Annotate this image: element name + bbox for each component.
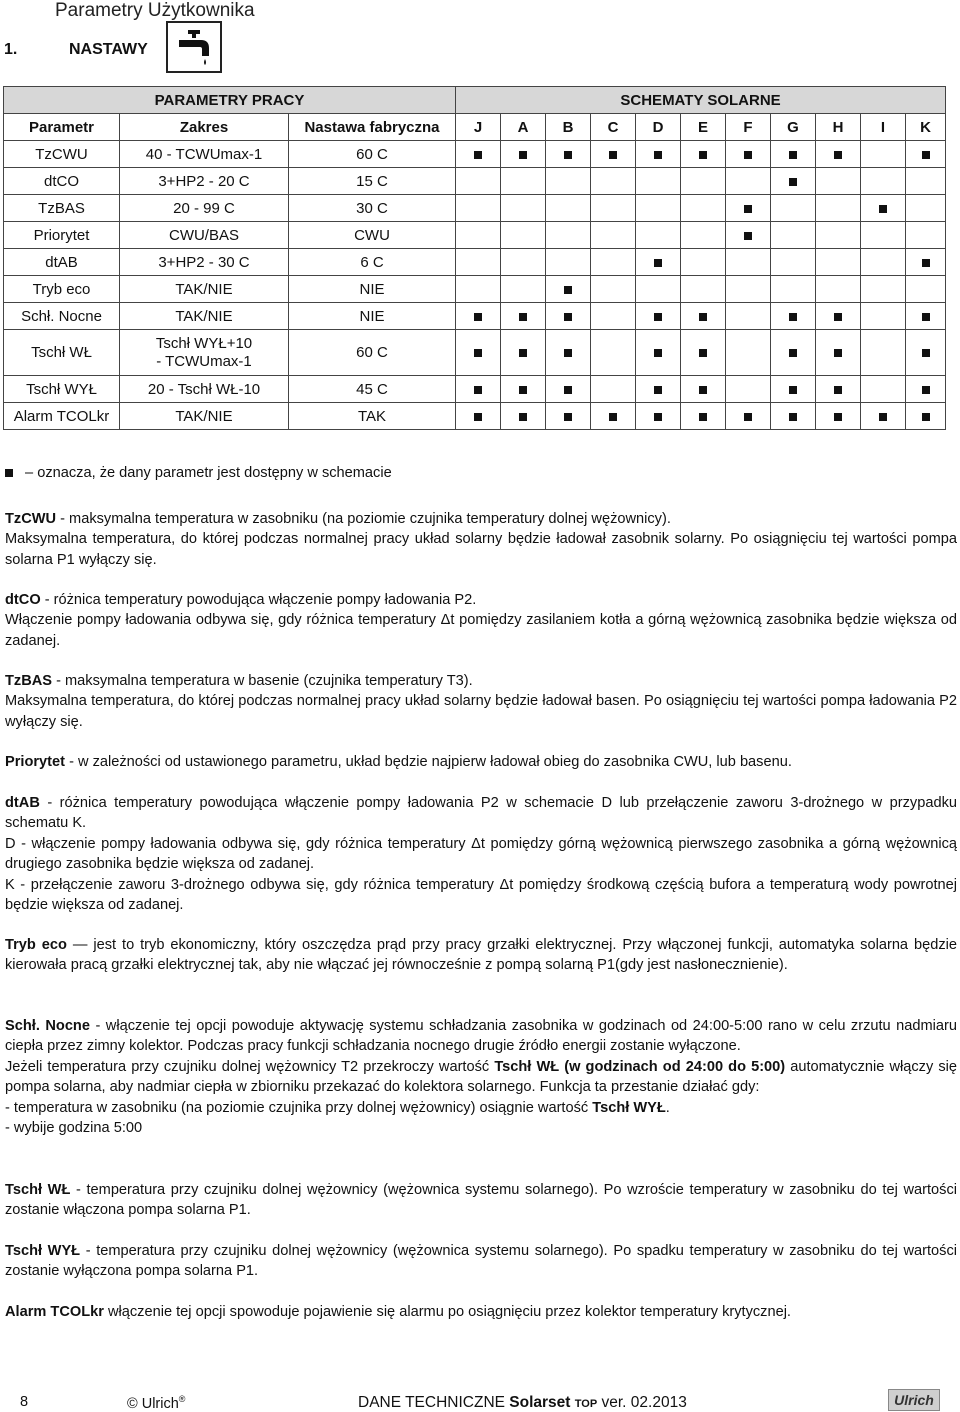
- cell-scheme: [591, 303, 636, 330]
- cell-scheme: [771, 376, 816, 403]
- available-mark-icon: [5, 469, 13, 477]
- available-mark-icon: [519, 413, 527, 421]
- cell-scheme: [591, 330, 636, 376]
- ulrich-logo: Ulrich: [888, 1389, 940, 1411]
- cell-scheme: [591, 195, 636, 222]
- column-header-parameter: Parametr: [4, 114, 120, 141]
- available-mark-icon: [474, 349, 482, 357]
- desc-tschl-wl: [5, 1180, 957, 1221]
- cell-scheme: [681, 168, 726, 195]
- cell-scheme: [861, 376, 906, 403]
- definition: - temperatura przy czujniku dolnej wężownicy (wężownica systemu solarnego). Po spadku temperatury w zasobniku do tej wartości zostanie wyłączona pompa solarna P1.: [5, 1243, 957, 1280]
- term: Alarm TCOLkr: [5, 1304, 104, 1320]
- cell-scheme: [636, 141, 681, 168]
- cell-scheme: [591, 276, 636, 303]
- available-mark-icon: [564, 313, 572, 321]
- definition: - maksymalna temperatura w zasobniku (na poziomie czujnika temperatury dolnej wężownicy).: [56, 511, 671, 527]
- cell-scheme: [906, 403, 946, 430]
- available-mark-icon: [834, 386, 842, 394]
- cell-scheme: [816, 330, 861, 376]
- cell-scheme: [681, 403, 726, 430]
- copyright: [127, 1394, 185, 1412]
- cell-scheme: [456, 195, 501, 222]
- cell-scheme: [591, 168, 636, 195]
- cell-scheme: [546, 195, 591, 222]
- term: dtCO: [5, 592, 41, 608]
- cell-scheme: [501, 141, 546, 168]
- page-title: Parametry Użytkownika: [55, 0, 255, 21]
- cell-scheme: [456, 222, 501, 249]
- cell-scheme: [546, 249, 591, 276]
- table-row: [4, 195, 946, 222]
- cell-scheme: [771, 195, 816, 222]
- definition: włączenie tej opcji spowoduje pojawienie się alarmu po osiągnięciu przez kolektor temperatury krytycznej.: [103, 1304, 791, 1320]
- available-mark-icon: [789, 413, 797, 421]
- cell-scheme: [591, 249, 636, 276]
- cell-scheme: [456, 330, 501, 376]
- cell-scheme: [906, 276, 946, 303]
- doc-product: Solarset: [509, 1394, 571, 1411]
- term: Tryb eco: [5, 937, 67, 953]
- paragraph: D - włączenie pompy ładowania odbywa się, gdy różnica temperatury Δt pomiędzy górną wężownicą pierwszego zasobnika a górną wężownicą drugiego zasobnika będzie większa od zadanej.: [5, 835, 957, 873]
- cell-scheme: [906, 330, 946, 376]
- cell-scheme: [546, 376, 591, 403]
- desc-dtab: [5, 793, 957, 915]
- column-header-scheme: B: [546, 114, 591, 141]
- available-mark-icon: [744, 413, 752, 421]
- cell-scheme: [636, 330, 681, 376]
- cell-scheme: [681, 330, 726, 376]
- available-mark-icon: [519, 386, 527, 394]
- column-header-default: Nastawa fabryczna: [289, 114, 456, 141]
- cell-scheme: [636, 222, 681, 249]
- copyright-name: Ulrich: [141, 1395, 179, 1412]
- cell-scheme: [861, 195, 906, 222]
- available-mark-icon: [744, 232, 752, 240]
- page-number: 8: [20, 1394, 29, 1410]
- available-mark-icon: [834, 413, 842, 421]
- term: TzCWU: [5, 511, 57, 527]
- cell-scheme: [636, 249, 681, 276]
- table-row: [4, 168, 946, 195]
- cell-scheme: [726, 303, 771, 330]
- available-mark-icon: [564, 349, 572, 357]
- column-header-scheme: A: [501, 114, 546, 141]
- cell-scheme: [636, 168, 681, 195]
- available-mark-icon: [564, 286, 572, 294]
- cell-default: NIE: [289, 303, 456, 330]
- cell-scheme: [501, 403, 546, 430]
- term: Schł. Nocne: [5, 1018, 90, 1034]
- table-row: [4, 249, 946, 276]
- cell-scheme: [906, 376, 946, 403]
- available-mark-icon: [474, 386, 482, 394]
- cell-default: 30 C: [289, 195, 456, 222]
- cell-scheme: [501, 376, 546, 403]
- cell-scheme: [546, 403, 591, 430]
- cell-scheme: [456, 403, 501, 430]
- desc-tzbas: [5, 671, 957, 732]
- available-mark-icon: [789, 151, 797, 159]
- cell-scheme: [816, 303, 861, 330]
- cell-scheme: [636, 376, 681, 403]
- table-row: [4, 276, 946, 303]
- cell-default: 60 C: [289, 330, 456, 376]
- column-header-scheme: F: [726, 114, 771, 141]
- cell-scheme: [771, 303, 816, 330]
- definition: - włączenie tej opcji powoduje aktywację systemu schładzania zasobnika w godzinach od 24:00-5:00 rano w celu zrzutu nadmiaru ciepła przez zimny kolektor. Podczas pracy funkcji schładzania nocnego drugie źródło energii zostanie wyłączone.: [5, 1018, 957, 1055]
- doc-version: ver. 02.2013: [597, 1394, 687, 1411]
- cell-scheme: [591, 222, 636, 249]
- available-mark-icon: [654, 349, 662, 357]
- cell-scheme: [906, 195, 946, 222]
- cell-scheme: [726, 376, 771, 403]
- available-mark-icon: [699, 349, 707, 357]
- cell-scheme: [726, 330, 771, 376]
- desc-alarm: [5, 1302, 957, 1322]
- text: .: [665, 1099, 670, 1116]
- available-mark-icon: [922, 413, 930, 421]
- cell-scheme: [861, 303, 906, 330]
- definition: - różnica temperatury powodująca włączenie pompy ładowania P2.: [40, 592, 477, 608]
- available-mark-icon: [922, 349, 930, 357]
- cell-scheme: [591, 141, 636, 168]
- available-mark-icon: [922, 151, 930, 159]
- cell-scheme: [636, 403, 681, 430]
- available-mark-icon: [564, 413, 572, 421]
- cell-scheme: [681, 195, 726, 222]
- cell-scheme: [906, 222, 946, 249]
- cell-scheme: [906, 141, 946, 168]
- cell-parameter: dtCO: [4, 168, 120, 195]
- column-header-scheme: I: [861, 114, 906, 141]
- cell-scheme: [501, 303, 546, 330]
- copyright-symbol: ©: [127, 1395, 138, 1412]
- cell-scheme: [861, 403, 906, 430]
- column-header-scheme: D: [636, 114, 681, 141]
- cell-range: 3+HP2 - 30 C: [120, 249, 289, 276]
- cell-range: 3+HP2 - 20 C: [120, 168, 289, 195]
- cell-scheme: [771, 168, 816, 195]
- doc-prefix: DANE TECHNICZNE: [358, 1394, 510, 1411]
- cell-scheme: [501, 195, 546, 222]
- cell-scheme: [861, 330, 906, 376]
- cell-scheme: [591, 376, 636, 403]
- term: Tschł WYŁ: [592, 1099, 666, 1116]
- cell-range: TAK/NIE: [120, 276, 289, 303]
- available-mark-icon: [654, 259, 662, 267]
- table-row: [4, 141, 946, 168]
- cell-scheme: [636, 303, 681, 330]
- cell-scheme: [591, 403, 636, 430]
- cell-scheme: [546, 168, 591, 195]
- cell-scheme: [681, 249, 726, 276]
- available-mark-icon: [609, 151, 617, 159]
- cell-scheme: [726, 276, 771, 303]
- cell-range: TAK/NIE: [120, 303, 289, 330]
- cell-scheme: [501, 249, 546, 276]
- available-mark-icon: [474, 151, 482, 159]
- available-mark-icon: [834, 151, 842, 159]
- column-header-scheme: J: [456, 114, 501, 141]
- text: automatycznie włączy się pompa solarna, aby nadmiar ciepła w zbiorniku przekazać do kolektora solarnego. Funkcja ta przestanie działać gdy:: [5, 1058, 957, 1096]
- cell-scheme: [816, 276, 861, 303]
- cell-scheme: [546, 303, 591, 330]
- cell-scheme: [681, 222, 726, 249]
- cell-scheme: [456, 168, 501, 195]
- cell-scheme: [501, 276, 546, 303]
- doc-top: TOP: [574, 1398, 598, 1410]
- available-mark-icon: [609, 413, 617, 421]
- cell-scheme: [636, 195, 681, 222]
- available-mark-icon: [789, 386, 797, 394]
- available-mark-icon: [922, 313, 930, 321]
- cell-scheme: [771, 249, 816, 276]
- available-mark-icon: [879, 205, 887, 213]
- cell-scheme: [906, 303, 946, 330]
- available-mark-icon: [474, 313, 482, 321]
- available-mark-icon: [564, 386, 572, 394]
- cell-scheme: [816, 195, 861, 222]
- cell-scheme: [816, 141, 861, 168]
- available-mark-icon: [699, 386, 707, 394]
- cell-parameter: dtAB: [4, 249, 120, 276]
- cell-scheme: [501, 168, 546, 195]
- available-mark-icon: [654, 313, 662, 321]
- desc-tzcwu: [5, 509, 957, 570]
- cell-parameter: Schł. Nocne: [4, 303, 120, 330]
- section-title: NASTAWY: [69, 41, 148, 58]
- cell-parameter: Alarm TCOLkr: [4, 403, 120, 430]
- cell-default: TAK: [289, 403, 456, 430]
- cell-scheme: [816, 222, 861, 249]
- cell-scheme: [906, 249, 946, 276]
- table-row: [4, 330, 946, 376]
- table-row: [4, 222, 946, 249]
- cell-scheme: [771, 222, 816, 249]
- cell-scheme: [771, 330, 816, 376]
- cell-parameter: TzCWU: [4, 141, 120, 168]
- available-mark-icon: [834, 349, 842, 357]
- cell-parameter: Tryb eco: [4, 276, 120, 303]
- column-header-scheme: C: [591, 114, 636, 141]
- table-row: [4, 403, 946, 430]
- cell-scheme: [681, 376, 726, 403]
- cell-scheme: [636, 276, 681, 303]
- range-line: - TCWUmax-1: [156, 352, 252, 370]
- available-mark-icon: [789, 313, 797, 321]
- term: Priorytet: [5, 754, 66, 770]
- desc-dtco: [5, 590, 957, 651]
- cell-scheme: [501, 222, 546, 249]
- section-number: 1.: [4, 41, 18, 58]
- paragraph: Maksymalna temperatura, do której podczas normalnej pracy układ solarny będzie ładował zasobnik solarny. Po osiągnięciu tej wartości pompa solarna P1 wyłączy się.: [5, 531, 957, 568]
- cell-default: 6 C: [289, 249, 456, 276]
- available-mark-icon: [564, 151, 572, 159]
- cell-scheme: [861, 249, 906, 276]
- available-mark-icon: [699, 151, 707, 159]
- definition: - maksymalna temperatura w basenie (czujnika temperatury T3).: [52, 673, 473, 689]
- available-mark-icon: [789, 349, 797, 357]
- cell-range: 40 - TCWUmax-1: [120, 141, 289, 168]
- available-mark-icon: [834, 313, 842, 321]
- cell-scheme: [861, 141, 906, 168]
- cell-scheme: [816, 376, 861, 403]
- cell-scheme: [726, 195, 771, 222]
- list-item: - wybije godzina 5:00: [5, 1120, 143, 1137]
- cell-scheme: [501, 330, 546, 376]
- available-mark-icon: [519, 313, 527, 321]
- cell-scheme: [771, 276, 816, 303]
- cell-scheme: [861, 276, 906, 303]
- cell-scheme: [816, 403, 861, 430]
- cell-range: 20 - 99 C: [120, 195, 289, 222]
- term: Tschł WŁ: [5, 1182, 71, 1198]
- cell-scheme: [906, 168, 946, 195]
- available-mark-icon: [519, 151, 527, 159]
- column-header-scheme: K: [906, 114, 946, 141]
- column-header-scheme: E: [681, 114, 726, 141]
- cell-default: 60 C: [289, 141, 456, 168]
- available-mark-icon: [654, 151, 662, 159]
- legend-text: – oznacza, że dany parametr jest dostępny w schemacie: [21, 465, 392, 481]
- settings-table: [3, 86, 946, 430]
- term: Tschł WŁ (w godzinach od 24:00 do 5:00): [494, 1058, 786, 1075]
- available-mark-icon: [922, 259, 930, 267]
- cell-scheme: [771, 141, 816, 168]
- tap-icon: [166, 21, 222, 73]
- cell-scheme: [726, 168, 771, 195]
- cell-scheme: [546, 141, 591, 168]
- cell-range: CWU/BAS: [120, 222, 289, 249]
- cell-scheme: [816, 168, 861, 195]
- group-parameters-header: PARAMETRY PRACY: [4, 87, 456, 114]
- cell-parameter: Tschł WŁ: [4, 330, 120, 376]
- term: dtAB: [5, 795, 40, 811]
- column-header-scheme: G: [771, 114, 816, 141]
- term: Tschł WYŁ: [5, 1243, 81, 1259]
- available-mark-icon: [654, 413, 662, 421]
- cell-scheme: [681, 141, 726, 168]
- cell-scheme: [456, 249, 501, 276]
- cell-scheme: [456, 303, 501, 330]
- available-mark-icon: [744, 151, 752, 159]
- cell-scheme: [681, 303, 726, 330]
- cell-default: NIE: [289, 276, 456, 303]
- cell-parameter: Priorytet: [4, 222, 120, 249]
- cell-scheme: [681, 276, 726, 303]
- cell-scheme: [546, 330, 591, 376]
- cell-parameter: TzBAS: [4, 195, 120, 222]
- cell-range: 20 - Tschł WŁ-10: [120, 376, 289, 403]
- cell-scheme: [546, 276, 591, 303]
- definition: - w zależności od ustawionego parametru, układ będzie najpierw ładował obieg do zasobnika CWU, lub basenu.: [65, 754, 792, 770]
- cell-scheme: [726, 141, 771, 168]
- table-row: [4, 303, 946, 330]
- text: Jeżeli temperatura przy czujniku dolnej wężownicy T2 przekroczy wartość: [5, 1058, 495, 1075]
- available-mark-icon: [699, 413, 707, 421]
- available-mark-icon: [699, 313, 707, 321]
- available-mark-icon: [744, 205, 752, 213]
- available-mark-icon: [654, 386, 662, 394]
- cell-scheme: [726, 403, 771, 430]
- text: - temperatura w zasobniku (na poziomie czujnika przy dolnej wężownicy) osiągnie wartość: [5, 1099, 593, 1116]
- available-mark-icon: [879, 413, 887, 421]
- paragraph: Maksymalna temperatura, do której podczas normalnej pracy układ solarny będzie ładował basen. Po osiągnięciu tej wartości pompa ładowania P2 wyłączy się.: [5, 693, 957, 730]
- cell-scheme: [861, 168, 906, 195]
- desc-schl-nocne: [5, 1016, 957, 1138]
- cell-scheme: [456, 141, 501, 168]
- cell-scheme: [456, 276, 501, 303]
- available-mark-icon: [789, 178, 797, 186]
- cell-range: TAK/NIE: [120, 403, 289, 430]
- cell-scheme: [726, 222, 771, 249]
- cell-scheme: [726, 249, 771, 276]
- term: TzBAS: [5, 673, 53, 689]
- cell-range: [120, 330, 289, 376]
- cell-scheme: [861, 222, 906, 249]
- available-mark-icon: [922, 386, 930, 394]
- cell-default: 45 C: [289, 376, 456, 403]
- desc-priorytet: [5, 752, 957, 772]
- cell-scheme: [546, 222, 591, 249]
- paragraph: K - przełączenie zaworu 3-drożnego odbywa się, gdy różnica temperatury Δt pomiędzy środkową częścią bufora a temperaturą wody powrotnej będzie większa od zadanej.: [5, 876, 957, 914]
- cell-scheme: [456, 376, 501, 403]
- legend: [5, 465, 392, 481]
- table-row: [4, 376, 946, 403]
- group-schemes-header: SCHEMATY SOLARNE: [456, 87, 946, 114]
- definition: - różnica temperatury powodująca włączenie pompy ładowania P2 w schemacie D lub przełączenie zaworu 3-drożnego w przypadku schematu K.: [5, 795, 957, 832]
- cell-default: CWU: [289, 222, 456, 249]
- cell-scheme: [771, 403, 816, 430]
- registered-mark: ®: [178, 1394, 186, 1404]
- document-title: [358, 1394, 687, 1412]
- cell-parameter: Tschł WYŁ: [4, 376, 120, 403]
- available-mark-icon: [474, 413, 482, 421]
- desc-tryb-eco: [5, 935, 957, 976]
- column-header-range: Zakres: [120, 114, 289, 141]
- range-line: Tschł WYŁ+10: [155, 334, 253, 352]
- paragraph: Włączenie pompy ładowania odbywa się, gdy różnica temperatury Δt pomiędzy zasilaniem kotła a górną wężownicą zasobnika będzie większa od zadanej.: [5, 612, 957, 649]
- cell-scheme: [816, 249, 861, 276]
- definition: — jest to tryb ekonomiczny, który oszczędza prąd przy pracy grzałki elektrycznej. Przy włączonej funkcji, automatyka solarna będzie kierowała pracą grzałki elektrycznej tak, aby nie włączać jej równocześnie z pompą solarną P1(gdy jest nasłonecznienie).: [5, 937, 957, 974]
- definition: - temperatura przy czujniku dolnej wężownicy (wężownica systemu solarnego). Po wzroście temperatury w zasobniku do tej wartości zostanie włączona pompa solarna P1.: [5, 1182, 957, 1219]
- desc-tschl-wyl: [5, 1241, 957, 1282]
- available-mark-icon: [519, 349, 527, 357]
- cell-default: 15 C: [289, 168, 456, 195]
- column-header-scheme: H: [816, 114, 861, 141]
